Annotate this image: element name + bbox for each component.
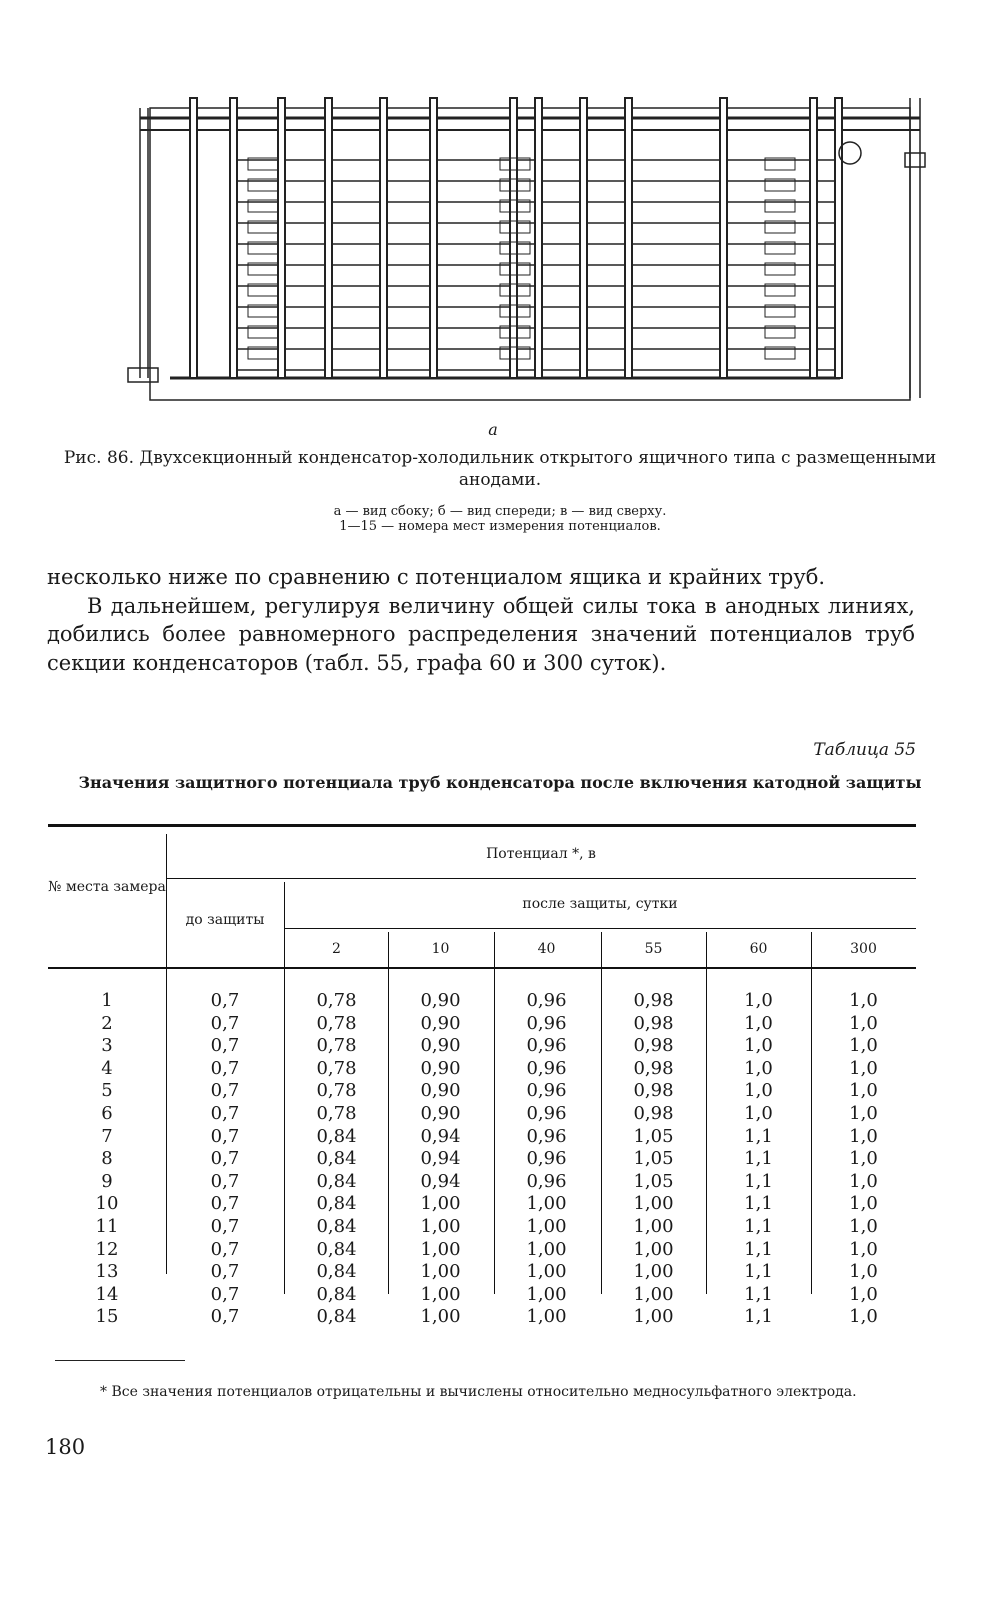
row-number: 11 bbox=[95, 1216, 119, 1237]
post bbox=[535, 98, 542, 378]
table-cell: 1,00 bbox=[633, 1216, 674, 1237]
table-cell: 1,00 bbox=[526, 1306, 567, 1328]
table-cell: 0,90 bbox=[420, 990, 461, 1011]
post bbox=[190, 98, 197, 378]
paragraph-1: несколько ниже по сравнению с потенциалом ящика и крайних труб. bbox=[47, 565, 826, 589]
table-cell: 1,0 bbox=[849, 1306, 878, 1328]
table-cell: 0,98 bbox=[633, 990, 674, 1011]
post bbox=[625, 98, 632, 378]
table-cell: 1,05 bbox=[633, 1125, 674, 1147]
row-number: 10 bbox=[95, 1193, 119, 1215]
table-cell: 0,78 bbox=[316, 990, 357, 1011]
header-divider bbox=[166, 878, 916, 879]
table-cell: 1,00 bbox=[420, 1283, 461, 1305]
table-cell: 1,0 bbox=[849, 1035, 878, 1057]
table-cell: 0,78 bbox=[316, 1080, 357, 1102]
table-cell: 1,1 bbox=[744, 1283, 773, 1305]
paragraph-2: В дальнейшем, регулируя величину общей силы тока в анодных линиях, добились более равномерного распределения значений потенциалов труб секции конденсаторов (табл. 55, графа 60 и 300 суток). bbox=[47, 593, 915, 675]
row-number: 7 bbox=[101, 1125, 113, 1147]
figure-caption: Рис. 86. Двухсекционный конденсатор-холодильник открытого ящичного типа с размещенными анодами. bbox=[63, 448, 937, 490]
table-cell: 1,00 bbox=[526, 1261, 567, 1283]
header-place: № места замера bbox=[48, 879, 166, 895]
table-cell: 1,00 bbox=[633, 1261, 674, 1283]
condenser-drawing bbox=[120, 78, 940, 408]
table-cell: 1,0 bbox=[849, 1238, 878, 1260]
post bbox=[835, 98, 842, 378]
table-cell: 1,1 bbox=[744, 1238, 773, 1260]
header-day: 300 bbox=[850, 941, 877, 957]
post bbox=[810, 98, 817, 378]
table-cell: 0,96 bbox=[526, 1125, 567, 1147]
table-cell: 0,7 bbox=[210, 990, 240, 1011]
table-cell: 1,0 bbox=[849, 990, 878, 1011]
table-cell: 0,7 bbox=[210, 1216, 240, 1237]
table-cell: 0,78 bbox=[316, 1103, 357, 1124]
table-cell: 0,84 bbox=[316, 1193, 357, 1215]
table-cell: 1,0 bbox=[744, 1103, 773, 1124]
table-cell: 0,90 bbox=[420, 1057, 461, 1079]
table-cell: 1,05 bbox=[633, 1148, 674, 1170]
table-cell: 1,00 bbox=[633, 1238, 674, 1260]
table-cell: 0,96 bbox=[526, 1057, 567, 1079]
table-cell: 0,98 bbox=[633, 1035, 674, 1057]
table-cell: 0,84 bbox=[316, 1238, 357, 1260]
table-cell: 0,84 bbox=[316, 1125, 357, 1147]
post bbox=[380, 98, 387, 378]
table-cell: 0,7 bbox=[210, 1125, 240, 1147]
table-cell: 0,90 bbox=[420, 1012, 461, 1034]
header-divider bbox=[284, 928, 916, 929]
table-cell: 1,0 bbox=[849, 1103, 878, 1124]
table-title: Значения защитного потенциала труб конденсатора после включения катодной защиты bbox=[78, 773, 922, 792]
legend-line-1: а — вид сбоку; б — вид спереди; в — вид сверху. bbox=[333, 504, 667, 519]
row-number: 13 bbox=[95, 1261, 119, 1283]
table-cell: 0,98 bbox=[633, 1057, 674, 1079]
header-day: 10 bbox=[431, 941, 450, 957]
post bbox=[580, 98, 587, 378]
post bbox=[230, 98, 237, 378]
table-cell: 1,0 bbox=[849, 1283, 878, 1305]
table-cell: 1,0 bbox=[849, 1125, 878, 1147]
table-cell: 1,0 bbox=[849, 1193, 878, 1215]
post bbox=[720, 98, 727, 378]
table-cell: 0,84 bbox=[316, 1170, 357, 1192]
table-cell: 0,7 bbox=[210, 1238, 240, 1260]
table-cell: 0,7 bbox=[210, 1306, 240, 1328]
table-cell: 0,90 bbox=[420, 1035, 461, 1057]
table-cell: 0,98 bbox=[633, 1080, 674, 1102]
row-number: 12 bbox=[95, 1238, 119, 1260]
table-cell: 0,7 bbox=[210, 1057, 240, 1079]
table-cell: 0,96 bbox=[526, 990, 567, 1011]
table-cell: 1,0 bbox=[744, 1057, 773, 1079]
table-cell: 0,90 bbox=[420, 1103, 461, 1124]
table-cell: 1,0 bbox=[849, 1216, 878, 1237]
table-cell: 1,00 bbox=[526, 1216, 567, 1237]
table-cell: 0,96 bbox=[526, 1170, 567, 1192]
row-number: 1 bbox=[101, 990, 113, 1011]
table-cell: 1,1 bbox=[744, 1216, 773, 1237]
table-cell: 1,1 bbox=[744, 1170, 773, 1192]
table-cell: 0,7 bbox=[210, 1283, 240, 1305]
row-number: 8 bbox=[101, 1148, 113, 1170]
legend-line-2: 1—15 — номера мест измерения потенциалов. bbox=[339, 519, 661, 534]
table-cell: 0,98 bbox=[633, 1103, 674, 1124]
table-cell: 0,96 bbox=[526, 1080, 567, 1102]
body-text bbox=[47, 563, 915, 677]
table-cell: 0,7 bbox=[210, 1012, 240, 1034]
row-number: 5 bbox=[101, 1080, 113, 1102]
table-cell: 1,0 bbox=[849, 1261, 878, 1283]
table-cell: 1,00 bbox=[526, 1193, 567, 1215]
table-cell: 1,0 bbox=[849, 1170, 878, 1192]
post bbox=[278, 98, 285, 378]
row-number: 4 bbox=[101, 1057, 113, 1079]
table-cell: 1,00 bbox=[420, 1216, 461, 1237]
table-cell: 0,84 bbox=[316, 1261, 357, 1283]
table-cell: 0,7 bbox=[210, 1035, 240, 1057]
header-after: после защиты, сутки bbox=[522, 896, 678, 912]
row-number: 14 bbox=[95, 1283, 119, 1305]
table-cell: 0,84 bbox=[316, 1216, 357, 1237]
table-cell: 1,1 bbox=[744, 1193, 773, 1215]
table-cell: 1,1 bbox=[744, 1261, 773, 1283]
table-cell: 0,94 bbox=[420, 1170, 461, 1192]
table-cell: 1,00 bbox=[633, 1193, 674, 1215]
table-cell: 0,94 bbox=[420, 1125, 461, 1147]
table-cell: 1,0 bbox=[849, 1148, 878, 1170]
table-cell: 1,05 bbox=[633, 1170, 674, 1192]
table-cell: 0,84 bbox=[316, 1283, 357, 1305]
table-cell: 0,96 bbox=[526, 1148, 567, 1170]
header-day: 55 bbox=[644, 941, 663, 957]
table-cell: 1,0 bbox=[849, 1080, 878, 1102]
row-number: 3 bbox=[101, 1035, 113, 1057]
row-number: 6 bbox=[101, 1103, 113, 1124]
post bbox=[325, 98, 332, 378]
table-cell: 1,0 bbox=[849, 1057, 878, 1079]
table-cell: 0,7 bbox=[210, 1103, 240, 1124]
table-cell: 0,94 bbox=[420, 1148, 461, 1170]
header-day: 40 bbox=[537, 941, 556, 957]
table-cell: 1,00 bbox=[420, 1261, 461, 1283]
table-cell: 0,84 bbox=[316, 1306, 357, 1328]
table-cell: 1,1 bbox=[744, 1306, 773, 1328]
page-number: 180 bbox=[45, 1435, 86, 1459]
row-number: 15 bbox=[95, 1306, 119, 1328]
post bbox=[430, 98, 437, 378]
figure-letter: а bbox=[488, 420, 498, 439]
table-cell: 1,00 bbox=[633, 1306, 674, 1328]
table-cell: 1,0 bbox=[744, 990, 773, 1011]
post bbox=[510, 98, 517, 378]
table-cell: 1,0 bbox=[744, 1012, 773, 1034]
table-cell: 0,7 bbox=[210, 1261, 240, 1283]
header-day: 2 bbox=[332, 941, 341, 957]
table-cell: 1,0 bbox=[744, 1035, 773, 1057]
table-cell: 0,78 bbox=[316, 1035, 357, 1057]
table-cell: 1,00 bbox=[420, 1306, 461, 1328]
table-cell: 1,00 bbox=[633, 1283, 674, 1305]
table-cell: 1,0 bbox=[849, 1012, 878, 1034]
table-cell: 1,1 bbox=[744, 1125, 773, 1147]
table-cell: 1,00 bbox=[526, 1283, 567, 1305]
table-cell: 0,7 bbox=[210, 1170, 240, 1192]
table-cell: 0,90 bbox=[420, 1080, 461, 1102]
table-cell: 1,00 bbox=[420, 1238, 461, 1260]
table-cell: 0,96 bbox=[526, 1103, 567, 1124]
table-top-rule bbox=[48, 824, 916, 827]
table-cell: 1,00 bbox=[420, 1193, 461, 1215]
table-cell: 0,7 bbox=[210, 1148, 240, 1170]
table-label: Таблица 55 bbox=[813, 740, 916, 760]
row-number: 9 bbox=[101, 1170, 113, 1192]
figure-legend bbox=[60, 504, 940, 534]
table-cell: 0,84 bbox=[316, 1148, 357, 1170]
table-cell: 0,78 bbox=[316, 1057, 357, 1079]
table-cell: 0,98 bbox=[633, 1012, 674, 1034]
table-cell: 0,96 bbox=[526, 1035, 567, 1057]
footnote-rule bbox=[55, 1360, 185, 1361]
table-cell: 1,0 bbox=[744, 1080, 773, 1102]
header-day: 60 bbox=[749, 941, 768, 957]
header-potential: Потенциал *, в bbox=[486, 846, 596, 862]
table-cell: 0,78 bbox=[316, 1012, 357, 1034]
table-cell: 1,00 bbox=[526, 1238, 567, 1260]
table-cell: 0,96 bbox=[526, 1012, 567, 1034]
table-cell: 0,7 bbox=[210, 1080, 240, 1102]
footnote: * Все значения потенциалов отрицательны и вычислены относительно медносульфатного электрода. bbox=[100, 1384, 857, 1400]
header-bottom-rule bbox=[48, 967, 916, 969]
header-before: до защиты bbox=[185, 912, 265, 928]
table-cell: 1,1 bbox=[744, 1148, 773, 1170]
row-number: 2 bbox=[101, 1012, 113, 1034]
table-cell: 0,7 bbox=[210, 1193, 240, 1215]
